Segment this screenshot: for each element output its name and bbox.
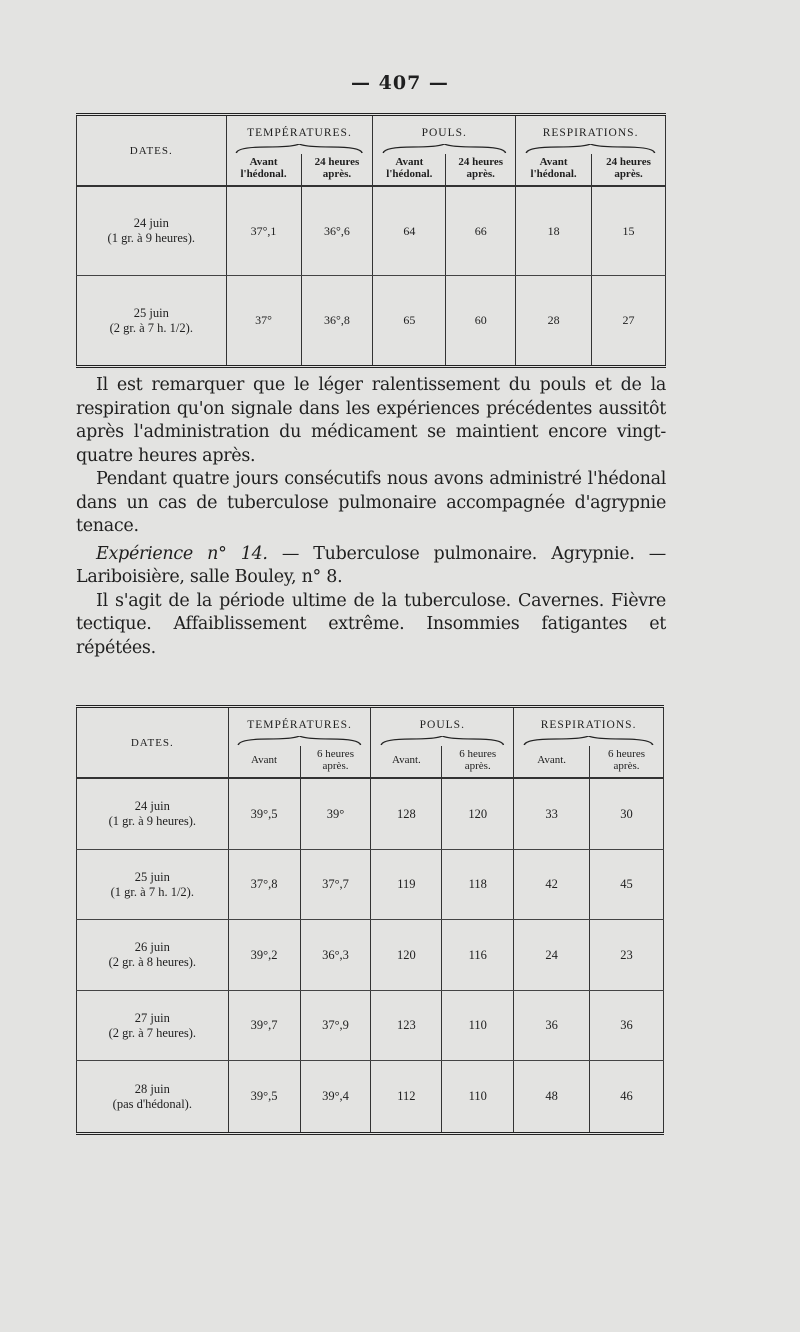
value-cell: 60 <box>446 276 516 367</box>
value-cell: 15 <box>592 186 666 276</box>
date-cell: 24 juin (1 gr. à 9 heures). <box>77 186 227 276</box>
date-cell: 24 juin (1 gr. à 9 heures). <box>77 778 229 850</box>
value-cell: 65 <box>373 276 446 367</box>
sub-header: 24 heures après. <box>446 154 516 186</box>
table-experience-14 <box>76 705 664 1135</box>
brace-respirations <box>516 144 666 154</box>
value-cell: 39°,7 <box>228 990 300 1060</box>
sub-header: Avant. <box>371 746 442 778</box>
table-row <box>77 850 664 920</box>
table-row <box>77 1061 664 1134</box>
value-cell: 36°,8 <box>301 276 373 367</box>
date-cell: 27 juin (2 gr. à 7 heures). <box>77 990 229 1060</box>
paragraph-experience-title: Expérience n° 14. — Tuberculose pulmonaire. Agrypnie. — Lariboisière, salle Bouley, n° 8. <box>76 543 666 587</box>
group-header-respirations: RESPIRATIONS. <box>514 707 664 737</box>
sub-header: Avant <box>228 746 300 778</box>
value-cell: 27 <box>592 276 666 367</box>
paragraph: Pendant quatre jours consécutifs nous avons administré l'hédonal dans un cas de tuberculose pulmonaire accompagnée d'agrypnie tenace. <box>76 469 666 536</box>
value-cell: 37°,8 <box>228 850 300 920</box>
sub-header: Avant. <box>514 746 590 778</box>
value-cell: 37° <box>226 276 301 367</box>
value-cell: 110 <box>442 1061 514 1134</box>
value-cell: 33 <box>514 778 590 850</box>
group-header-temperatures: TEMPÉRATURES. <box>228 707 371 737</box>
group-header-pouls: POULS. <box>373 115 516 145</box>
value-cell: 37°,9 <box>300 990 371 1060</box>
value-cell: 18 <box>516 186 592 276</box>
value-cell: 36 <box>590 990 664 1060</box>
brace-respirations <box>514 736 664 746</box>
table-row <box>77 990 664 1060</box>
table-row <box>77 276 666 367</box>
paragraph: Il est remarquer que le léger ralentissement du pouls et de la respiration qu'on signale dans les expériences précédentes aussitôt après l'administration du médicament se maintient encore vingt-quatre heures après. <box>76 375 666 466</box>
sub-header: 6 heures après. <box>442 746 514 778</box>
value-cell: 24 <box>514 920 590 990</box>
dates-header: DATES. <box>77 707 229 779</box>
experience-label: Expérience n° 14. <box>96 543 268 564</box>
value-cell: 66 <box>446 186 516 276</box>
body-text <box>76 374 666 660</box>
sub-header: Avant l'hédonal. <box>226 154 301 186</box>
brace-pouls <box>371 736 514 746</box>
value-cell: 120 <box>371 920 442 990</box>
dates-header: DATES. <box>77 115 227 187</box>
value-cell: 119 <box>371 850 442 920</box>
page-number: — 407 — <box>351 72 449 94</box>
group-header-respirations: RESPIRATIONS. <box>516 115 666 145</box>
table-row <box>77 186 666 276</box>
value-cell: 118 <box>442 850 514 920</box>
value-cell: 36°,6 <box>301 186 373 276</box>
value-cell: 39°,5 <box>228 778 300 850</box>
value-cell: 30 <box>590 778 664 850</box>
date-cell: 25 juin (2 gr. à 7 h. 1/2). <box>109 305 193 335</box>
value-cell: 28 <box>516 276 592 367</box>
sub-header: 24 heures après. <box>592 154 666 186</box>
table-row <box>77 920 664 990</box>
value-cell: 64 <box>373 186 446 276</box>
date-cell: 28 juin (pas d'hédonal). <box>112 1081 192 1111</box>
value-cell: 116 <box>442 920 514 990</box>
value-cell: 36°,3 <box>300 920 371 990</box>
table-experience-13 <box>76 113 666 368</box>
value-cell: 48 <box>514 1061 590 1134</box>
brace-pouls <box>373 144 516 154</box>
sub-header: Avant l'hédonal. <box>373 154 446 186</box>
value-cell: 45 <box>590 850 664 920</box>
group-header-temperatures: TEMPÉRATURES. <box>226 115 373 145</box>
value-cell: 110 <box>442 990 514 1060</box>
sub-header: 6 heures après. <box>300 746 371 778</box>
value-cell: 39° <box>300 778 371 850</box>
brace-temperatures <box>226 144 373 154</box>
value-cell: 42 <box>514 850 590 920</box>
table-row <box>77 778 664 850</box>
value-cell: 39°,2 <box>228 920 300 990</box>
value-cell: 37°,7 <box>300 850 371 920</box>
sub-header: Avant l'hédonal. <box>516 154 592 186</box>
brace-temperatures <box>228 736 371 746</box>
value-cell: 37°,1 <box>226 186 301 276</box>
date-cell: 26 juin (2 gr. à 8 heures). <box>77 920 229 990</box>
value-cell: 123 <box>371 990 442 1060</box>
value-cell: 128 <box>371 778 442 850</box>
value-cell: 112 <box>371 1061 442 1134</box>
sub-header: 24 heures après. <box>301 154 373 186</box>
value-cell: 46 <box>590 1061 664 1134</box>
paragraph: Il s'agit de la période ultime de la tuberculose. Cavernes. Fièvre tectique. Affaiblissement extrême. Insommies fatigantes et répétées. <box>76 590 666 658</box>
value-cell: 39°,5 <box>228 1061 300 1134</box>
group-header-pouls: POULS. <box>371 707 514 737</box>
value-cell: 36 <box>514 990 590 1060</box>
value-cell: 23 <box>590 920 664 990</box>
date-cell: 25 juin (1 gr. à 7 h. 1/2). <box>77 850 229 920</box>
value-cell: 120 <box>442 778 514 850</box>
value-cell: 39°,4 <box>300 1061 371 1134</box>
sub-header: 6 heures après. <box>590 746 664 778</box>
